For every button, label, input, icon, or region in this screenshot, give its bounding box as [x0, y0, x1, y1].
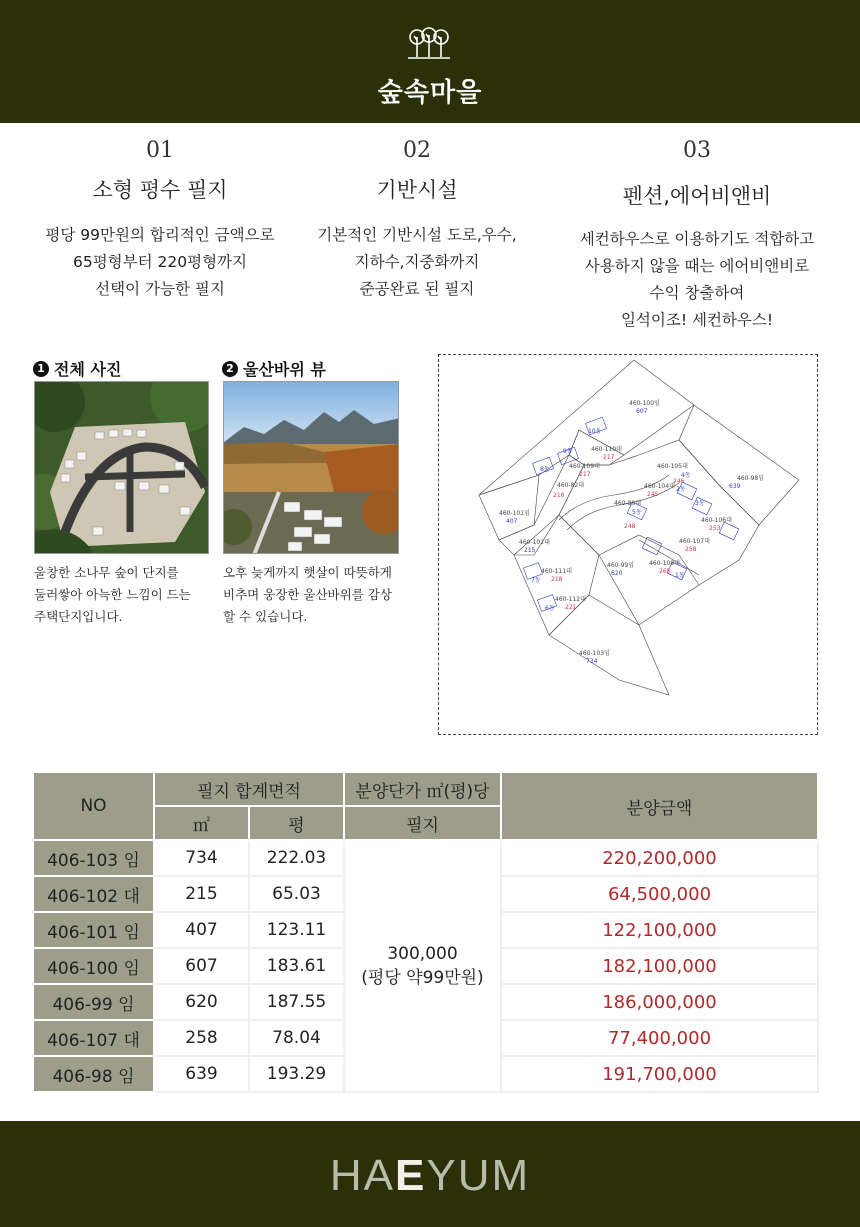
cell-pyeong: 193.29 — [249, 1056, 344, 1092]
feature-title: 펜션,에어비앤비 — [622, 184, 772, 208]
cell-pyeong: 183.61 — [249, 948, 344, 984]
cell-sqm: 734 — [154, 840, 249, 876]
cell-no: 406-107 대 — [33, 1020, 154, 1056]
description-line: 둘러쌓아 아늑한 느낌이 드는 — [34, 587, 191, 602]
lot-area: 218 — [551, 576, 563, 583]
cell-amount: 64,500,000 — [501, 876, 818, 912]
building-label: 4동 — [681, 472, 691, 479]
cell-amount: 186,000,000 — [501, 984, 818, 1020]
cell-no: 406-100 임 — [33, 948, 154, 984]
site-plan-map — [438, 354, 818, 735]
description-line: 오후 늦게까지 햇살이 따뜻하게 — [223, 565, 392, 580]
number-badge: 2 — [222, 361, 238, 377]
lot-area: 407 — [506, 518, 518, 525]
lot-id: 460-107대 — [679, 538, 710, 545]
feature-line: 지하수,지중화까지 — [354, 253, 480, 271]
building-label: 5동 — [632, 509, 642, 516]
lot-id: 460-103임 — [579, 650, 610, 657]
feature-title: 기반시설 — [376, 178, 458, 202]
footer — [0, 1121, 860, 1227]
building-label: 3동 — [695, 500, 705, 507]
feature-number: 02 — [403, 138, 431, 163]
feature-line: 사용하지 않을 때는 에어비앤비로 — [584, 257, 810, 275]
cell-amount: 220,200,000 — [501, 840, 818, 876]
building-label: 8동 — [540, 466, 550, 473]
brand-logo — [0, 1151, 860, 1201]
lot-area: 217 — [603, 454, 615, 461]
building-label: 1동 — [675, 572, 685, 579]
cell-amount: 182,100,000 — [501, 948, 818, 984]
header — [0, 0, 860, 123]
lot-area: 246 — [673, 478, 685, 485]
cell-pyeong: 222.03 — [249, 840, 344, 876]
table-row — [33, 840, 818, 876]
feature-line: 준공완료 된 필지 — [359, 280, 475, 298]
building-label: 2동 — [676, 486, 686, 493]
feature-title: 소형 평수 필지 — [92, 178, 228, 202]
lot-area: 265 — [659, 568, 671, 575]
feature-description — [25, 222, 295, 303]
lot-area: 620 — [611, 570, 623, 577]
lot-id: 460-102대 — [519, 539, 550, 546]
cell-pyeong: 187.55 — [249, 984, 344, 1020]
description-line: 비추며 웅장한 울산바위를 감상 — [223, 587, 392, 602]
col-header-unit-price: 분양단가 ㎡(평)당 — [344, 772, 501, 806]
col-header-amount: 분양금액 — [501, 772, 818, 840]
description-line: 할 수 있습니다. — [223, 609, 308, 624]
lot-area: 245 — [647, 491, 659, 498]
lot-id: 460-104대 — [644, 483, 675, 490]
cell-no: 406-102 대 — [33, 876, 154, 912]
lot-area: 221 — [565, 604, 577, 611]
lot-id: 460-80대 — [614, 500, 642, 507]
feature-line: 기본적인 기반시설 도로,우수, — [317, 226, 517, 244]
col-header-sqm: ㎡ — [154, 806, 249, 840]
feature-number: 01 — [146, 138, 174, 163]
brand-text-accent: E — [394, 1151, 427, 1200]
cell-sqm: 258 — [154, 1020, 249, 1056]
lot-id: 460-105대 — [657, 463, 688, 470]
lot-id: 460-109대 — [569, 463, 600, 470]
brand-text: HA — [329, 1151, 395, 1200]
feature-description — [282, 222, 552, 303]
lot-id: 460-98임 — [737, 475, 765, 482]
cell-unit-price — [344, 840, 501, 1092]
feature-line: 일석이조! 세컨하우스! — [620, 311, 774, 329]
lot-id: 460-101임 — [499, 510, 530, 517]
cell-amount: 77,400,000 — [501, 1020, 818, 1056]
feature-infrastructure — [282, 138, 552, 303]
photo-label-text: 울산바위 뷰 — [243, 360, 326, 379]
description-line: 울창한 소나무 숲이 단지를 — [34, 565, 179, 580]
cell-sqm: 620 — [154, 984, 249, 1020]
lot-id: 460-100임 — [629, 400, 660, 407]
cell-sqm: 407 — [154, 912, 249, 948]
lot-area: 607 — [636, 408, 648, 415]
building-label: 10동 — [588, 428, 602, 435]
view-description — [223, 562, 403, 628]
lot-id: 460-110대 — [591, 446, 622, 453]
feature-pension — [562, 138, 832, 334]
photo-label-overview — [33, 357, 121, 380]
feature-line: 수익 창출하여 — [649, 284, 745, 302]
lot-id: 460-112대 — [555, 596, 586, 603]
cell-amount: 122,100,000 — [501, 912, 818, 948]
lot-area: 258 — [685, 546, 697, 553]
photo-label-text: 전체 사진 — [54, 360, 122, 379]
building-label: 6동 — [545, 605, 555, 612]
lot-id: 460-99임 — [607, 562, 635, 569]
feature-small-lot — [25, 138, 295, 303]
cell-sqm: 215 — [154, 876, 249, 912]
cell-sqm: 639 — [154, 1056, 249, 1092]
feature-number: 03 — [683, 138, 711, 163]
lot-area: 639 — [729, 483, 741, 490]
lot-area: 216 — [553, 492, 565, 499]
page-title: 숲속마을 — [377, 78, 483, 108]
feature-line: 평당 99만원의 합리적인 금액으로 — [45, 226, 275, 244]
feature-line: 65평형부터 220평형까지 — [72, 253, 248, 271]
overview-description — [34, 562, 214, 628]
cell-no: 406-103 임 — [33, 840, 154, 876]
col-header-pyeong: 평 — [249, 806, 344, 840]
lot-id: 460-82대 — [557, 482, 585, 489]
lot-id: 460-111대 — [541, 568, 572, 575]
cell-no: 406-101 임 — [33, 912, 154, 948]
lot-area: 253 — [709, 525, 721, 532]
lot-id: 460-108대 — [649, 560, 680, 567]
cell-pyeong: 123.11 — [249, 912, 344, 948]
cell-no: 406-99 임 — [33, 984, 154, 1020]
unit-price-note: (평당 약99만원) — [361, 968, 484, 988]
photo-label-view — [222, 357, 326, 380]
lot-area: 248 — [624, 523, 636, 530]
col-header-area: 필지 합계면적 — [154, 772, 344, 806]
number-badge: 1 — [33, 361, 49, 377]
lot-area: 734 — [586, 658, 598, 665]
unit-price-value: 300,000 — [387, 944, 458, 964]
price-table — [32, 771, 819, 1093]
aerial-photo — [34, 381, 209, 554]
building-label: 7동 — [531, 577, 541, 584]
description-line: 주택단지입니다. — [34, 609, 123, 624]
lot-area: 217 — [579, 471, 591, 478]
cell-amount: 191,700,000 — [501, 1056, 818, 1092]
trees-icon — [406, 26, 452, 60]
mountain-view-photo — [223, 381, 399, 554]
feature-description — [562, 226, 832, 334]
cell-pyeong: 65.03 — [249, 876, 344, 912]
feature-line: 선택이 가능한 필지 — [95, 280, 225, 298]
col-header-lot: 필지 — [344, 806, 501, 840]
cell-no: 406-98 임 — [33, 1056, 154, 1092]
feature-line: 세컨하우스로 이용하기도 적합하고 — [579, 230, 815, 248]
lot-id: 460-106대 — [701, 517, 732, 524]
brand-text: YUM — [426, 1151, 531, 1200]
cell-pyeong: 78.04 — [249, 1020, 344, 1056]
lot-area: 215 — [524, 547, 536, 554]
building-label: 9동 — [563, 448, 573, 455]
col-header-no: NO — [33, 772, 154, 840]
cell-sqm: 607 — [154, 948, 249, 984]
